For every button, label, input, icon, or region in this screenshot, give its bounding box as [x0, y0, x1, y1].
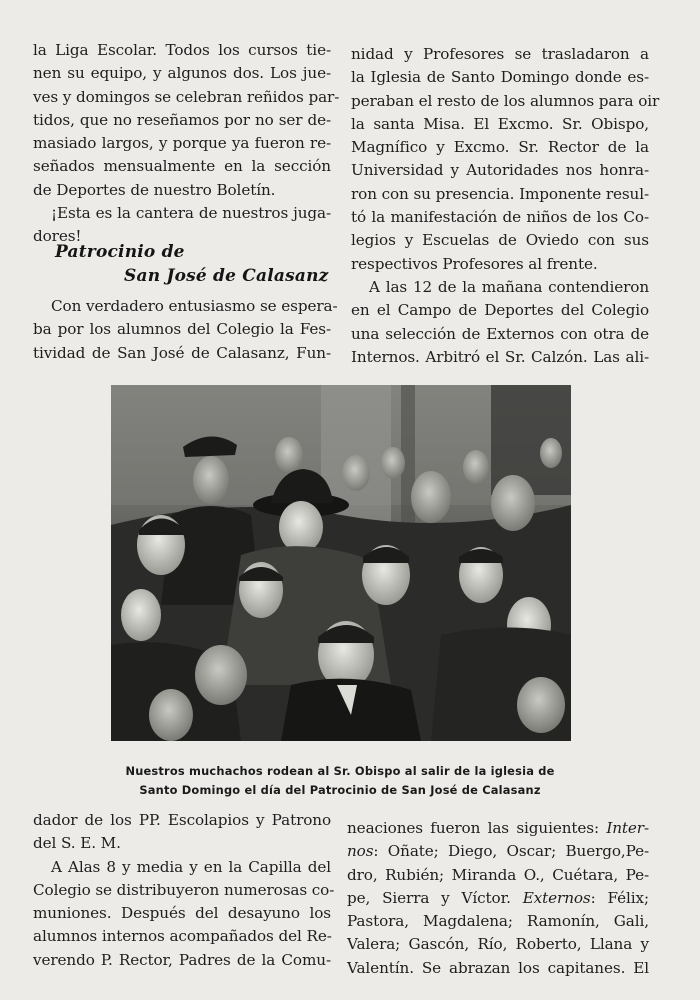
text-line: muniones. Después del desayuno los	[33, 904, 331, 923]
caption-line: Nuestros muchachos rodean al Sr. Obispo al salir de la iglesia de	[125, 764, 555, 778]
text-line: Con verdadero entusiasmo se espera-	[51, 297, 338, 315]
text-line: Pastora, Magdalena; Ramonín, Gali,	[347, 912, 649, 931]
text-line: una selección de Externos con otra de	[351, 324, 649, 343]
text-line: tividad de San José de Calasanz, Fun-	[33, 343, 331, 362]
caption-line: Santo Domingo el día del Patrocinio de San José de Calasanz	[139, 783, 541, 797]
photo-image	[111, 385, 571, 741]
right-column-bottom	[347, 817, 649, 980]
text-line: nen su equipo, y algunos dos. Los jue-	[33, 64, 331, 83]
text-line: Magnífico y Excmo. Sr. Rector de la	[351, 138, 649, 157]
paragraph-liga	[33, 39, 340, 249]
text-line: Valera; Gascón, Río, Roberto, Llana y	[347, 935, 649, 954]
text-line: en el Campo de Deportes del Colegio	[351, 301, 649, 320]
paragraph-entusiasmo	[33, 295, 338, 365]
text-line: Valentín. Se abrazan los capitanes. El	[347, 958, 649, 977]
text-line: A las 12 de la mañana contendieron	[369, 277, 649, 296]
crowd-photograph	[111, 385, 571, 741]
text-line: verendo P. Rector, Padres de la Comu-	[33, 950, 331, 969]
text-span-italic: Inter-	[606, 819, 649, 837]
text-line: alumnos internos acompañados del Re-	[33, 927, 332, 946]
text-line: Colegio se distribuyeron numerosas co-	[33, 880, 335, 899]
left-column-bottom	[33, 809, 335, 972]
text-line: dador de los PP. Escolapios y Patrono	[33, 811, 331, 829]
text-line: tó la manifestación de niños de los Co-	[351, 208, 649, 227]
right-column-top	[351, 43, 660, 369]
text-line: la Liga Escolar. Todos los cursos tie-	[33, 41, 331, 59]
photo-caption	[80, 762, 600, 800]
text-line: A Alas 8 y media y en la Capilla del	[51, 857, 331, 876]
text-line: ¡Esta es la cantera de nuestros juga-	[51, 204, 331, 223]
text-span-italic: Externos	[522, 888, 591, 907]
text-line	[347, 840, 649, 863]
text-line: ves y domingos se celebran reñidos par-	[33, 87, 340, 106]
text-span: pe, Sierra y Víctor.	[347, 888, 523, 907]
text-line: tidos, que no reseñamos por no ser de-	[33, 110, 331, 129]
text-line: peraban el resto de los alumnos para oir	[351, 91, 660, 110]
text-line: señados mensualmente en la sección	[33, 157, 331, 176]
text-line: masiado largos, y porque ya fueron re-	[33, 134, 331, 153]
text-line: la santa Misa. El Excmo. Sr. Obispo,	[351, 114, 649, 133]
text-line: del S. E. M.	[33, 834, 121, 853]
left-column-middle	[33, 295, 338, 365]
text-line: nidad y Profesores se trasladaron a	[351, 45, 649, 63]
paragraph-alineaciones	[347, 817, 649, 980]
section-heading-line2: San José de Calasanz	[124, 266, 329, 286]
text-line	[347, 817, 649, 840]
left-column-top	[33, 39, 340, 249]
text-span-italic: nos	[347, 842, 374, 861]
text-line: Universidad y Autoridades nos honra-	[351, 161, 649, 180]
text-line: la Iglesia de Santo Domingo donde es-	[351, 68, 649, 87]
text-span: neaciones fueron las siguientes:	[347, 819, 607, 837]
text-line: ron con su presencia. Imponente resul-	[351, 184, 650, 203]
text-line: dores!	[33, 227, 82, 246]
text-span: : Oñate; Diego, Oscar; Buergo,Pe-	[373, 842, 649, 861]
text-line	[347, 887, 649, 910]
text-line: respectivos Profesores al frente.	[351, 254, 598, 273]
paragraph-comuniones	[33, 809, 335, 972]
paragraph-iglesia	[351, 43, 660, 369]
text-span: : Félix;	[590, 888, 649, 907]
text-line: Internos. Arbitró el Sr. Calzón. Las ali-	[351, 347, 649, 366]
text-line: legios y Escuelas de Oviedo con sus	[351, 231, 649, 250]
text-line: de Deportes de nuestro Boletín.	[33, 180, 276, 199]
text-line: dro, Rubién; Miranda O., Cuétara, Pe-	[347, 865, 649, 884]
text-line: ba por los alumnos del Colegio la Fes-	[33, 320, 331, 339]
section-heading-line1: Patrocinio de	[55, 242, 185, 262]
